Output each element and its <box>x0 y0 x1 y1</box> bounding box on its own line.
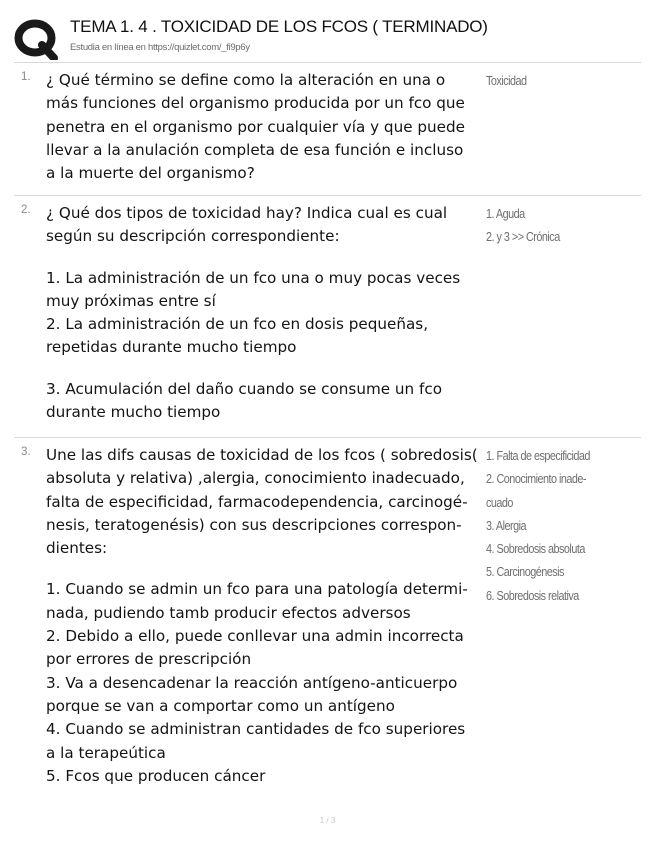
term-spacer <box>46 249 491 267</box>
term-line: falta de especificidad, farmacodependencia, carcinogé- <box>46 492 468 511</box>
card-definition <box>486 445 617 608</box>
term-line: nesis, teratogenésis) con sus descripciones correspon- <box>46 515 462 534</box>
flashcard-1 <box>14 63 641 196</box>
document-header <box>14 14 641 63</box>
document-source-link[interactable]: Estudia en línea en https://quizlet.com/_fi9p6y <box>70 42 250 53</box>
term-line: durante mucho tiempo <box>46 403 221 422</box>
card-definition <box>486 70 617 93</box>
term-line: 2. Debido a ello, puede conllevar una admin incorrecta <box>46 627 464 646</box>
term-line: Une las difs causas de toxicidad de los fcos ( sobredosis( <box>46 446 478 464</box>
card-term <box>46 444 491 788</box>
term-line: ¿ Qué término se define como la alteración en una o <box>46 71 446 89</box>
card-term <box>46 202 491 424</box>
term-line: 3. Acumulación del daño cuando se consume un fco <box>46 379 442 398</box>
definition-line: 4. Sobredosis absoluta <box>486 542 585 557</box>
term-line: porque se van a comportar como un antígeno <box>46 696 395 715</box>
card-number: 1. <box>21 71 31 83</box>
term-line: dientes: <box>46 539 108 558</box>
definition-line: 5. Carcinogénesis <box>486 565 564 580</box>
term-line: llevar a la anulación completa de esa función e incluso <box>46 140 464 159</box>
term-line: 3. Va a desencadenar la reacción antígeno-anticuerpo <box>46 673 458 692</box>
definition-line: 2. Conocimiento inade- <box>486 472 587 487</box>
term-line: ¿ Qué dos tipos de toxicidad hay? Indica cual es cual <box>46 204 448 222</box>
term-line: penetra en el organismo por cualquier vía y que puede <box>46 117 465 136</box>
card-definition <box>486 203 617 250</box>
definition-line: 1. Falta de especificidad <box>486 449 590 463</box>
term-line: a la terapeútica <box>46 743 166 762</box>
card-number: 2. <box>21 204 31 216</box>
term-line: 1. La administración de un fco una o muy pocas veces <box>46 268 461 287</box>
term-spacer <box>46 360 491 378</box>
definition-line: 3. Alergia <box>486 518 527 533</box>
definition-line: 2. y 3 >> Crónica <box>486 230 560 245</box>
document-title: TEMA 1. 4 . TOXICIDAD DE LOS FCOS ( TERMINADO) <box>70 17 488 36</box>
term-spacer <box>46 560 491 578</box>
term-line: muy próximas entre sí <box>46 291 216 310</box>
term-line: 5. Fcos que producen cáncer <box>46 766 266 785</box>
term-line: 2. La administración de un fco en dosis pequeñas, <box>46 315 429 334</box>
definition-line: cuado <box>486 495 513 510</box>
flashcard-3 <box>14 438 641 798</box>
term-line: según su descripción correspondiente: <box>46 227 340 246</box>
term-line: repetidas durante mucho tiempo <box>46 338 297 357</box>
term-line: por errores de prescripción <box>46 650 252 669</box>
term-line: más funciones del organismo producida por un fco que <box>46 94 465 113</box>
definition-line: 1. Aguda <box>486 207 525 221</box>
card-term <box>46 69 491 185</box>
term-line: 4. Cuando se administran cantidades de fco superiores <box>46 720 466 739</box>
quizlet-logo-icon <box>14 18 60 60</box>
page-number: 1 / 3 <box>319 816 336 825</box>
term-line: a la muerte del organismo? <box>46 164 255 183</box>
definition-line: Toxicidad <box>486 74 527 88</box>
flashcard-2 <box>14 196 641 438</box>
card-number: 3. <box>21 446 31 458</box>
term-line: nada, pudiendo tamb producir efectos adversos <box>46 603 411 622</box>
definition-line: 6. Sobredosis relativa <box>486 588 579 603</box>
term-line: 1. Cuando se admin un fco para una patología determi- <box>46 580 468 599</box>
term-line: absoluta y relativa) ,alergia, conocimiento inadecuado, <box>46 469 465 488</box>
